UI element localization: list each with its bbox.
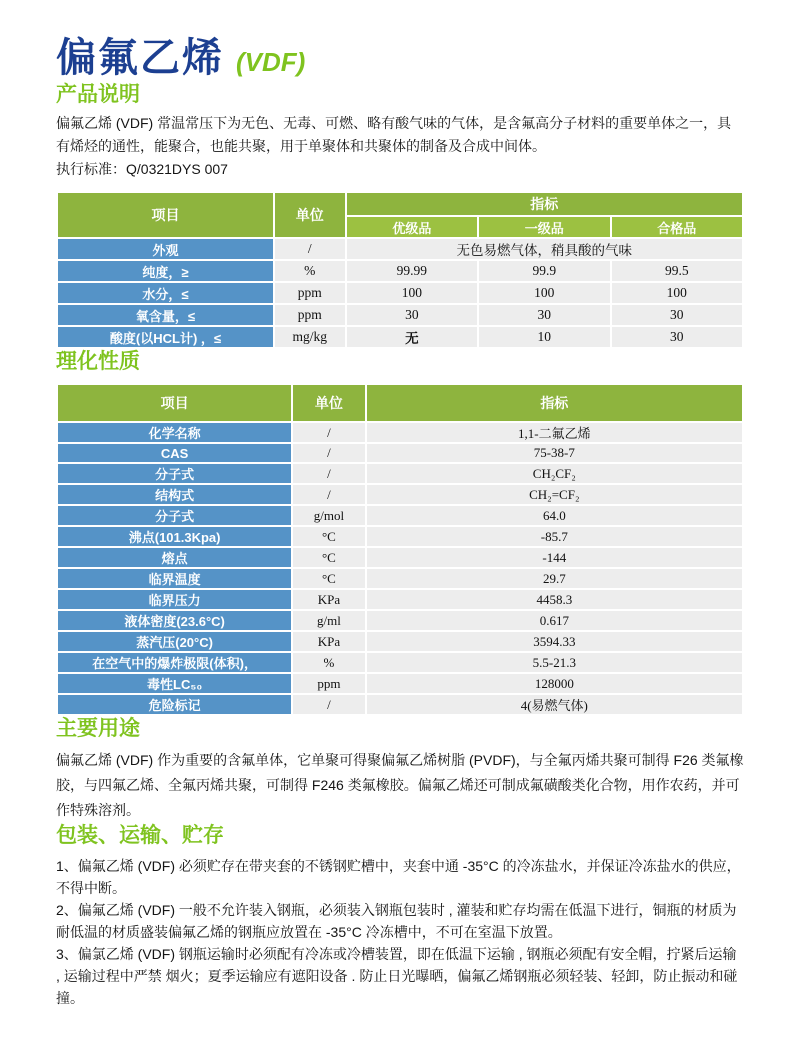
property-label: 毒性LC₅₀ [58, 674, 291, 693]
property-value: 4(易燃气体) [367, 695, 742, 714]
property-unit: °C [293, 548, 364, 567]
property-label: 危险标记 [58, 695, 291, 714]
spec-row-unit: ppm [275, 283, 345, 303]
storage-item: 2、偏氟乙烯 (VDF) 一般不允许装入钢瓶，必须装入钢瓶包装时 , 灌装和贮存均需在低温下进行，铜瓶的材质为耐低温的材质盛装偏氟乙烯的钢瓶应放置在 -35°C 冷冻槽中，不可在室温下放置。 [56, 902, 737, 940]
spec-table-body [58, 239, 742, 347]
property-label: 临界温度 [58, 569, 291, 588]
property-label: 结构式 [58, 485, 291, 504]
property-unit: / [293, 695, 364, 714]
spec-table-row [58, 283, 742, 303]
props-col-indicator: 指标 [367, 385, 742, 421]
spec-row-value: 99.9 [479, 261, 609, 281]
property-value: 0.617 [367, 611, 742, 630]
section-heading-uses: 主要用途 [56, 717, 140, 740]
spec-row-value: 无色易燃气体，稍具酸的气味 [347, 239, 742, 259]
property-label: 分子式 [58, 464, 291, 483]
property-value: 75-38-7 [367, 444, 742, 462]
property-value: 4458.3 [367, 590, 742, 609]
property-unit: / [293, 444, 364, 462]
property-value: 64.0 [367, 506, 742, 525]
spec-row-value: 无 [347, 327, 477, 347]
spec-grade-premium: 优级品 [347, 217, 477, 237]
spec-row-value: 100 [612, 283, 743, 303]
spec-table-row [58, 327, 742, 347]
properties-table-row [58, 569, 742, 588]
spec-row-value: 100 [479, 283, 609, 303]
page-content [0, 34, 800, 1009]
property-label: 临界压力 [58, 590, 291, 609]
spec-row-label: 酸度(以HCL计) ，≤ [58, 327, 273, 347]
properties-table-row [58, 653, 742, 672]
property-unit: ppm [293, 674, 364, 693]
section-heading-description: 产品说明 [56, 83, 140, 106]
property-value: 128000 [367, 674, 742, 693]
properties-table-row [58, 444, 742, 462]
property-value: -85.7 [367, 527, 742, 546]
properties-table-row [58, 506, 742, 525]
uses-paragraph: 偏氟乙烯 (VDF) 作为重要的含氟单体，它单聚可得聚偏氟乙烯树脂 (PVDF)，与全氟丙烯共聚可制得 F26 类氟橡胶，与四氟乙烯、全氟丙烯共聚，可制得 F246 类氟橡胶。偏氟乙烯还可制成氟磺酸类化合物，用作农药，并可作特殊溶剂。 [56, 752, 744, 818]
props-col-unit: 单位 [293, 385, 364, 421]
spec-row-unit: mg/kg [275, 327, 345, 347]
property-unit: °C [293, 527, 364, 546]
spec-table-row [58, 239, 742, 259]
property-label: 沸点(101.3Kpa) [58, 527, 291, 546]
property-label: 液体密度(23.6°C) [58, 611, 291, 630]
property-value: CH₂=CF₂ [367, 485, 742, 504]
spec-col-item: 项目 [58, 193, 273, 237]
spec-grade-qualified: 合格品 [612, 217, 743, 237]
section-heading-properties: 理化性质 [56, 350, 140, 373]
spec-row-unit: / [275, 239, 345, 259]
spec-row-value: 100 [347, 283, 477, 303]
page-title [56, 34, 744, 82]
property-value: 1,1-二氟乙烯 [367, 423, 742, 442]
property-value: CH₂CF₂ [367, 464, 742, 483]
spec-row-value: 30 [479, 305, 609, 325]
spec-grade-first: 一级品 [479, 217, 609, 237]
property-value: -144 [367, 548, 742, 567]
section-heading-storage: 包装、运输、贮存 [56, 824, 224, 847]
storage-list [56, 855, 744, 1009]
properties-table-row [58, 527, 742, 546]
property-unit: KPa [293, 632, 364, 651]
properties-table-row [58, 632, 742, 651]
product-abbreviation: (VDF) [236, 47, 306, 77]
property-label: 分子式 [58, 506, 291, 525]
properties-table-body [58, 423, 742, 714]
spec-row-unit: ppm [275, 305, 345, 325]
storage-item: 1、偏氟乙烯 (VDF) 必须贮存在带夹套的不锈钢贮槽中，夹套中通 -35°C 的冷冻盐水，并保证冷冻盐水的供应，不得中断。 [56, 858, 741, 896]
property-unit: g/mol [293, 506, 364, 525]
spec-row-value: 10 [479, 327, 609, 347]
properties-table-row [58, 695, 742, 714]
properties-table [56, 383, 744, 716]
properties-table-row [58, 611, 742, 630]
property-unit: g/ml [293, 611, 364, 630]
spec-table [56, 191, 744, 349]
property-value: 5.5-21.3 [367, 653, 742, 672]
property-unit: / [293, 464, 364, 483]
spec-col-unit: 单位 [275, 193, 345, 237]
property-unit: °C [293, 569, 364, 588]
properties-table-row [58, 674, 742, 693]
spec-row-value: 99.99 [347, 261, 477, 281]
spec-row-value: 99.5 [612, 261, 743, 281]
spec-row-value: 30 [612, 305, 743, 325]
properties-table-row [58, 590, 742, 609]
description-paragraph: 偏氟乙烯 (VDF) 常温常压下为无色、无毒、可燃、略有酸气味的气体，是含氟高分子材料的重要单体之一，具有烯烃的通性，能聚合，也能共聚，用于单聚体和共聚体的制备及合成中间体。 [56, 115, 732, 154]
properties-table-row [58, 548, 742, 567]
spec-row-label: 外观 [58, 239, 273, 259]
properties-table-row [58, 423, 742, 442]
properties-table-row [58, 485, 742, 504]
property-unit: KPa [293, 590, 364, 609]
props-col-item: 项目 [58, 385, 291, 421]
spec-row-label: 纯度，≥ [58, 261, 273, 281]
property-label: CAS [58, 444, 291, 462]
property-label: 化学名称 [58, 423, 291, 442]
properties-table-head [58, 385, 742, 421]
execution-standard: 执行标准：Q/0321DYS 007 [56, 161, 228, 177]
property-unit: % [293, 653, 364, 672]
product-name: 偏氟乙烯 [56, 36, 224, 80]
spec-row-label: 氧含量，≤ [58, 305, 273, 325]
property-value: 29.7 [367, 569, 742, 588]
spec-table-row [58, 261, 742, 281]
spec-row-label: 水分，≤ [58, 283, 273, 303]
spec-row-value: 30 [347, 305, 477, 325]
spec-table-row [58, 305, 742, 325]
spec-table-head [58, 193, 742, 237]
property-value: 3594.33 [367, 632, 742, 651]
property-label: 熔点 [58, 548, 291, 567]
property-label: 在空气中的爆炸极限(体积)， [58, 653, 291, 672]
property-unit: / [293, 423, 364, 442]
properties-table-row [58, 464, 742, 483]
property-unit: / [293, 485, 364, 504]
storage-item: 3、偏氯乙烯 (VDF) 钢瓶运输时必须配有冷冻或冷槽装置，即在低温下运输 , 钢瓶必须配有安全帽，拧紧后运输 , 运输过程中严禁 烟火；夏季运输应有遮阳设备 . 防止日光曝晒，偏氟乙烯钢瓶必须轻装、轻卸，防止振动和碰撞。 [56, 946, 738, 1006]
spec-row-value: 30 [612, 327, 743, 347]
spec-col-indicator: 指标 [347, 193, 742, 215]
property-label: 蒸汽压(20°C) [58, 632, 291, 651]
spec-row-unit: % [275, 261, 345, 281]
